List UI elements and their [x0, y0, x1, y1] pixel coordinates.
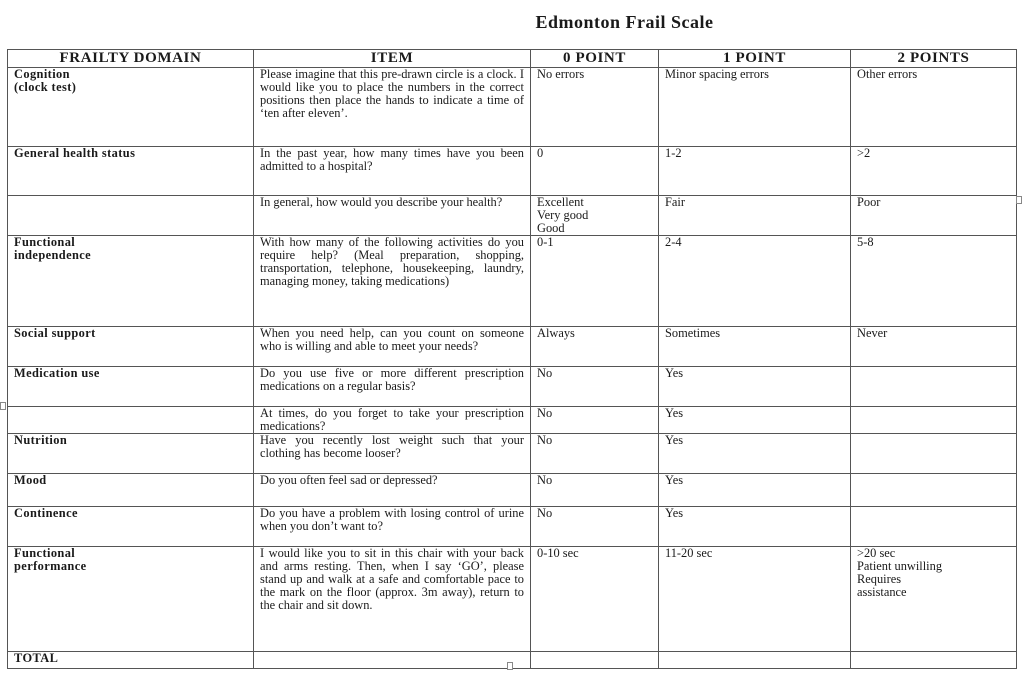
item-cell: Do you have a problem with losing control of urine when you don’t want to? [254, 507, 531, 547]
header-row [8, 50, 1017, 68]
two-points-cell: Never [851, 327, 1017, 367]
table-row [8, 327, 1017, 367]
zero-point-cell: 0 [531, 147, 659, 196]
table-row [8, 407, 1017, 434]
zero-point-cell: No errors [531, 68, 659, 147]
one-point-cell: 1-2 [659, 147, 851, 196]
domain-cell: General health status [8, 147, 254, 196]
item-cell: In general, how would you describe your health? [254, 196, 531, 236]
header-2-points: 2 POINTS [851, 50, 1017, 68]
zero-point-cell: No [531, 507, 659, 547]
two-points-cell [851, 367, 1017, 407]
zero-point-cell: No [531, 434, 659, 474]
zero-point-cell: Excellent Very good Good [531, 196, 659, 236]
table-row [8, 474, 1017, 507]
domain-cell: Social support [8, 327, 254, 367]
one-point-cell: 2-4 [659, 236, 851, 327]
one-point-cell: Yes [659, 367, 851, 407]
domain-cell [8, 407, 254, 434]
header-item: ITEM [254, 50, 531, 68]
item-cell: At times, do you forget to take your prescription medications? [254, 407, 531, 434]
header-domain: FRAILTY DOMAIN [8, 50, 254, 68]
zero-point-cell: 0-1 [531, 236, 659, 327]
one-point-cell: Minor spacing errors [659, 68, 851, 147]
item-cell: Have you recently lost weight such that your clothing has become looser? [254, 434, 531, 474]
frail-scale-table [7, 49, 1017, 669]
item-cell: With how many of the following activities do you require help? (Meal preparation, shopping, transportation, telephone, housekeeping, laundry, managing money, taking medications) [254, 236, 531, 327]
two-points-cell: Other errors [851, 68, 1017, 147]
two-points-cell [851, 407, 1017, 434]
domain-cell: Functional performance [8, 547, 254, 652]
two-points-cell: 5-8 [851, 236, 1017, 327]
one-point-cell: Yes [659, 474, 851, 507]
domain-cell: Medication use [8, 367, 254, 407]
one-point-cell: Yes [659, 434, 851, 474]
item-cell: In the past year, how many times have you been admitted to a hospital? [254, 147, 531, 196]
total-item-cell [254, 652, 531, 669]
item-cell: When you need help, can you count on someone who is willing and able to meet your needs? [254, 327, 531, 367]
total-two-points-cell [851, 652, 1017, 669]
zero-point-cell: Always [531, 327, 659, 367]
domain-cell: Mood [8, 474, 254, 507]
total-zero-point-cell [531, 652, 659, 669]
two-points-cell: >20 sec Patient unwilling Requires assistance [851, 547, 1017, 652]
table-row [8, 507, 1017, 547]
table-row [8, 196, 1017, 236]
document-title: Edmonton Frail Scale [535, 12, 714, 32]
two-points-cell: Poor [851, 196, 1017, 236]
zero-point-cell: No [531, 474, 659, 507]
table-row [8, 434, 1017, 474]
domain-cell: Continence [8, 507, 254, 547]
one-point-cell: 11-20 sec [659, 547, 851, 652]
header-1-point: 1 POINT [659, 50, 851, 68]
total-one-point-cell [659, 652, 851, 669]
item-cell: I would like you to sit in this chair with your back and arms resting. Then, when I say ‘GO’, please stand up and walk at a safe and comfortable pace to the mark on the floor (approx. 3m away), return to the chair and sit down. [254, 547, 531, 652]
table-row [8, 236, 1017, 327]
table-row [8, 367, 1017, 407]
resize-handle-left[interactable] [0, 402, 6, 410]
domain-cell [8, 196, 254, 236]
resize-handle-bottom[interactable] [507, 662, 513, 670]
table-row [8, 547, 1017, 652]
table-row [8, 68, 1017, 147]
one-point-cell: Yes [659, 407, 851, 434]
two-points-cell [851, 474, 1017, 507]
zero-point-cell: No [531, 407, 659, 434]
zero-point-cell: 0-10 sec [531, 547, 659, 652]
item-cell: Please imagine that this pre-drawn circle is a clock. I would like you to place the numbers in the correct positions then place the hands to indicate a time of ‘ten after eleven’. [254, 68, 531, 147]
one-point-cell: Fair [659, 196, 851, 236]
table-row [8, 147, 1017, 196]
resize-handle-right[interactable] [1016, 196, 1022, 204]
two-points-cell [851, 434, 1017, 474]
two-points-cell [851, 507, 1017, 547]
item-cell: Do you use five or more different prescription medications on a regular basis? [254, 367, 531, 407]
domain-cell: Functional independence [8, 236, 254, 327]
one-point-cell: Sometimes [659, 327, 851, 367]
header-0-point: 0 POINT [531, 50, 659, 68]
domain-cell: Nutrition [8, 434, 254, 474]
two-points-cell: >2 [851, 147, 1017, 196]
item-cell: Do you often feel sad or depressed? [254, 474, 531, 507]
domain-cell: Cognition (clock test) [8, 68, 254, 147]
one-point-cell: Yes [659, 507, 851, 547]
total-label: TOTAL [8, 652, 254, 669]
zero-point-cell: No [531, 367, 659, 407]
